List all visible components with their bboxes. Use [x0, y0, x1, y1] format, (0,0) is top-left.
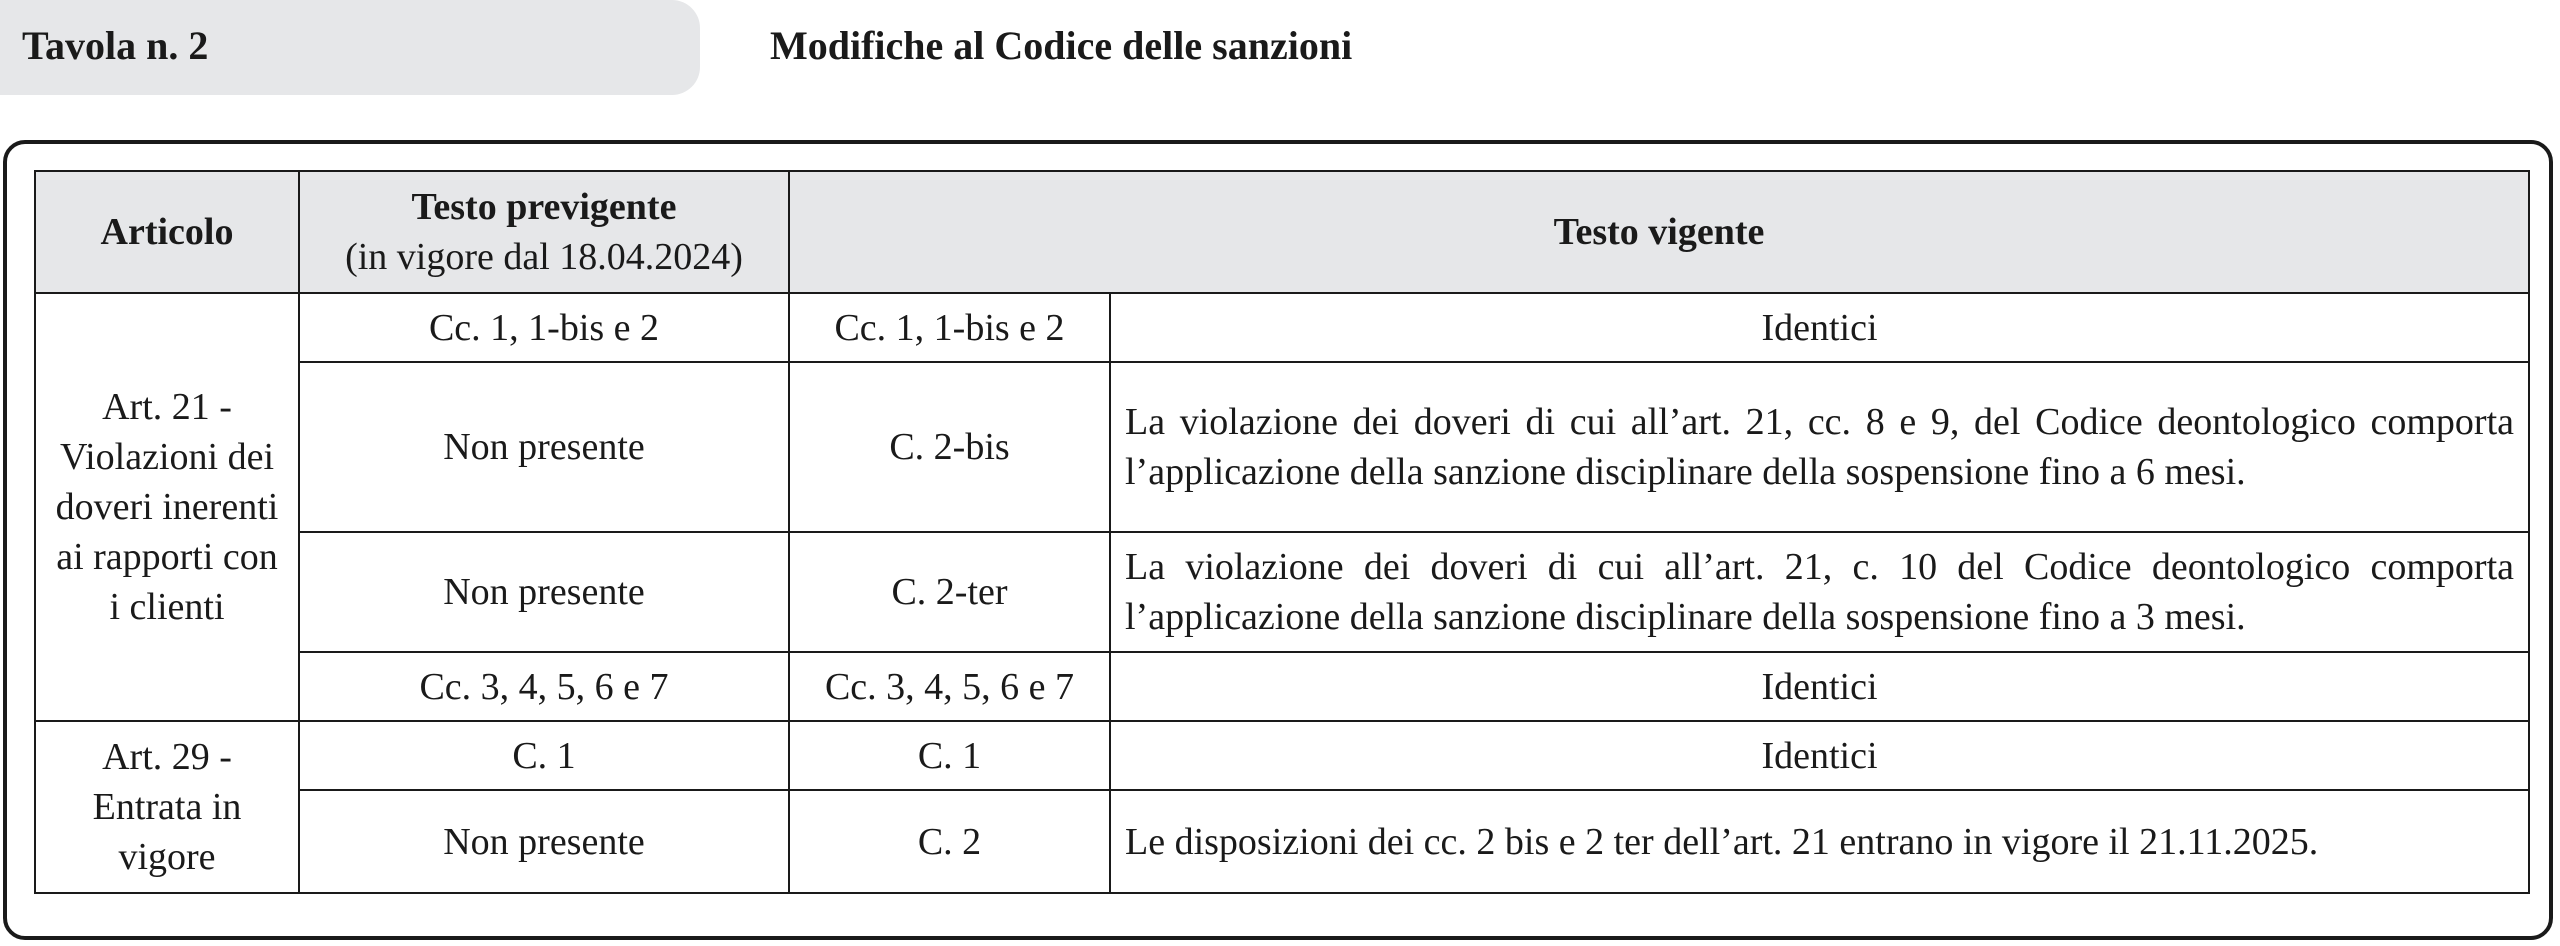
table-number-label — [0, 0, 700, 95]
header-testo-vigente: Testo vigente — [789, 171, 2529, 293]
vigente-text-cell: Le disposizioni dei cc. 2 bis e 2 ter dell’art. 21 entrano in vigore il 21.11.2025. — [1110, 790, 2529, 893]
table-number-text: Tavola n. 2 — [22, 23, 209, 68]
header-previgente-subtitle: (in vigore dal 18.04.2024) — [345, 236, 743, 278]
table-row — [35, 293, 2529, 362]
vigente-ref-cell: C. 2 — [789, 790, 1110, 893]
previgente-cell: Cc. 1, 1-bis e 2 — [299, 293, 789, 362]
article-cell: Art. 21 - Violazioni dei doveri inerenti ai rapporti con i clienti — [35, 293, 299, 721]
article-cell: Art. 29 - Entrata in vigore — [35, 721, 299, 893]
previgente-cell: Non presente — [299, 532, 789, 652]
page-title: Modifiche al Codice delle sanzioni — [770, 23, 1353, 68]
previgente-cell: C. 1 — [299, 721, 789, 790]
vigente-text-cell: Identici — [1110, 652, 2529, 721]
table-row — [35, 532, 2529, 652]
header-articolo: Articolo — [35, 171, 299, 293]
table-row — [35, 652, 2529, 721]
previgente-cell: Non presente — [299, 362, 789, 532]
table-row — [35, 721, 2529, 790]
vigente-ref-cell: Cc. 1, 1-bis e 2 — [789, 293, 1110, 362]
table-row — [35, 362, 2529, 532]
table-row — [35, 790, 2529, 893]
previgente-cell: Non presente — [299, 790, 789, 893]
vigente-ref-cell: C. 2-bis — [789, 362, 1110, 532]
vigente-ref-cell: Cc. 3, 4, 5, 6 e 7 — [789, 652, 1110, 721]
vigente-ref-cell: C. 1 — [789, 721, 1110, 790]
vigente-text-cell: La violazione dei doveri di cui all’art. 21, c. 10 del Codice deontologico comporta l’applicazione della sanzione disciplinare della sospensione fino a 3 mesi. — [1110, 532, 2529, 652]
comparison-table — [34, 170, 2530, 894]
previgente-cell: Cc. 3, 4, 5, 6 e 7 — [299, 652, 789, 721]
vigente-ref-cell: C. 2-ter — [789, 532, 1110, 652]
header-testo-previgente — [299, 171, 789, 293]
header-previgente-title: Testo previgente — [411, 186, 677, 228]
vigente-text-cell: La violazione dei doveri di cui all’art. 21, cc. 8 e 9, del Codice deontologico comporta l’applicazione della sanzione disciplinare della sospensione fino a 6 mesi. — [1110, 362, 2529, 532]
vigente-text-cell: Identici — [1110, 721, 2529, 790]
vigente-text-cell: Identici — [1110, 293, 2529, 362]
